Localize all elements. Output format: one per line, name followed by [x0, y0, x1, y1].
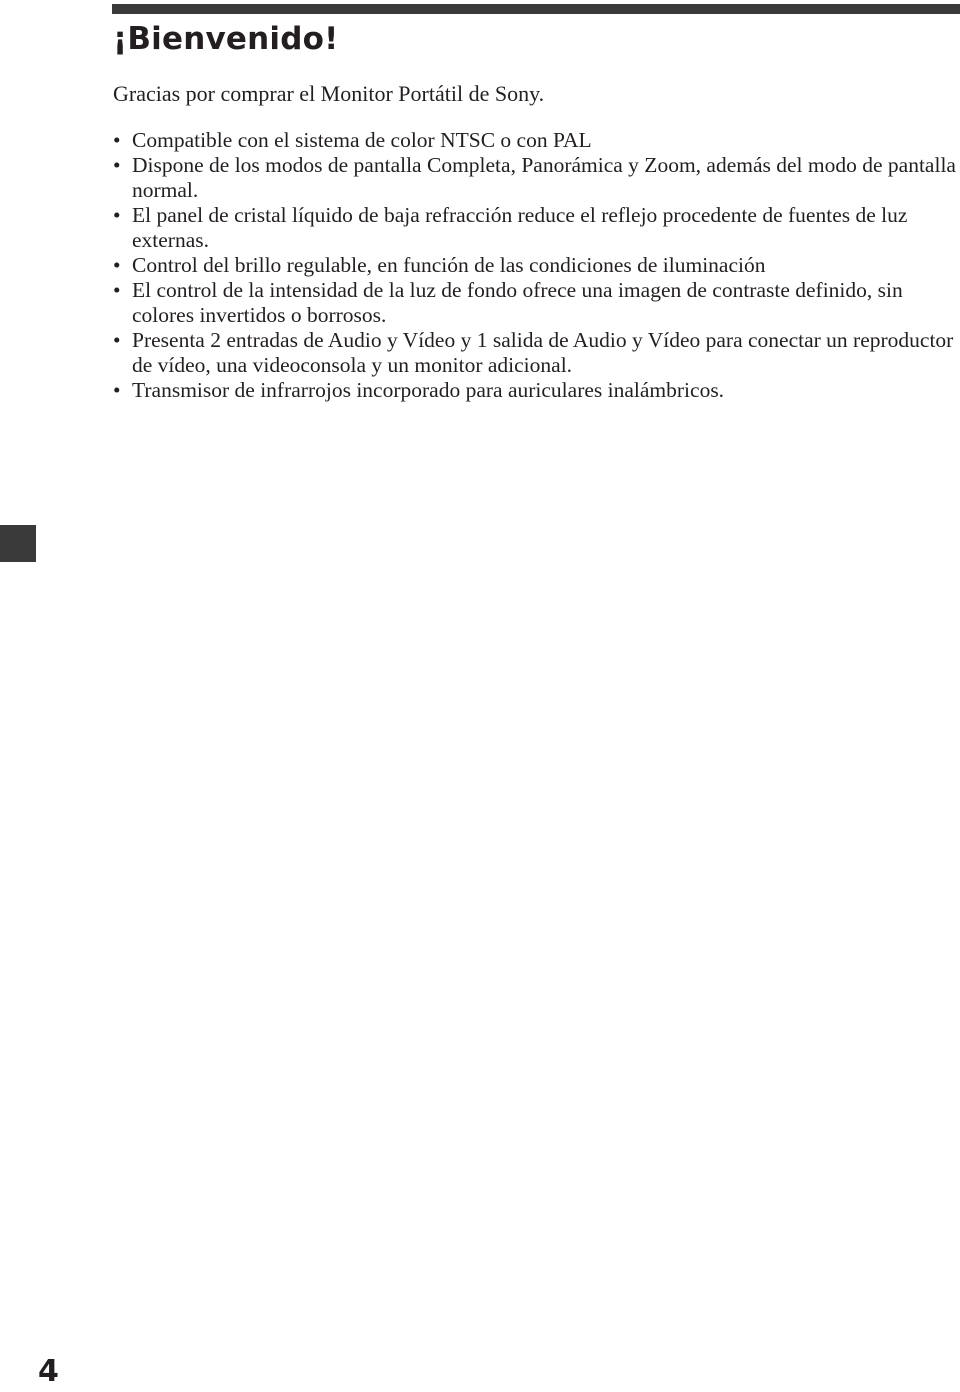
list-item [113, 153, 960, 203]
header-rule [112, 4, 960, 14]
list-item [113, 203, 960, 253]
feature-list [113, 128, 960, 403]
page-number: 4 [38, 1354, 59, 1389]
bullet-icon: • [113, 153, 121, 177]
bullet-icon: • [113, 203, 121, 227]
bullet-icon: • [113, 253, 121, 277]
list-item [113, 278, 960, 328]
list-item [113, 328, 960, 378]
feature-text: El control de la intensidad de la luz de fondo ofrece una imagen de contraste definido, sin colores invertidos o borrosos. [132, 278, 903, 327]
section-tab-marker [0, 525, 36, 562]
bullet-icon: • [113, 128, 121, 152]
feature-text: El panel de cristal líquido de baja refracción reduce el reflejo procedente de fuentes de luz externas. [132, 203, 908, 252]
feature-text: Presenta 2 entradas de Audio y Vídeo y 1 salida de Audio y Vídeo para conectar un reproductor de vídeo, una videoconsola y un monitor adicional. [132, 328, 954, 377]
bullet-icon: • [113, 328, 121, 352]
feature-text: Control del brillo regulable, en función de las condiciones de iluminación [132, 253, 766, 277]
intro-paragraph: Gracias por comprar el Monitor Portátil de Sony. [113, 81, 545, 106]
feature-text: Transmisor de infrarrojos incorporado para auriculares inalámbricos. [132, 378, 725, 402]
bullet-icon: • [113, 378, 121, 402]
feature-text: Dispone de los modos de pantalla Completa, Panorámica y Zoom, además del modo de pantalla normal. [132, 153, 956, 202]
list-item [113, 378, 960, 403]
list-item [113, 253, 960, 278]
page-title: ¡Bienvenido! [113, 21, 339, 57]
feature-text: Compatible con el sistema de color NTSC o con PAL [132, 128, 592, 152]
list-item [113, 128, 960, 153]
bullet-icon: • [113, 278, 121, 302]
